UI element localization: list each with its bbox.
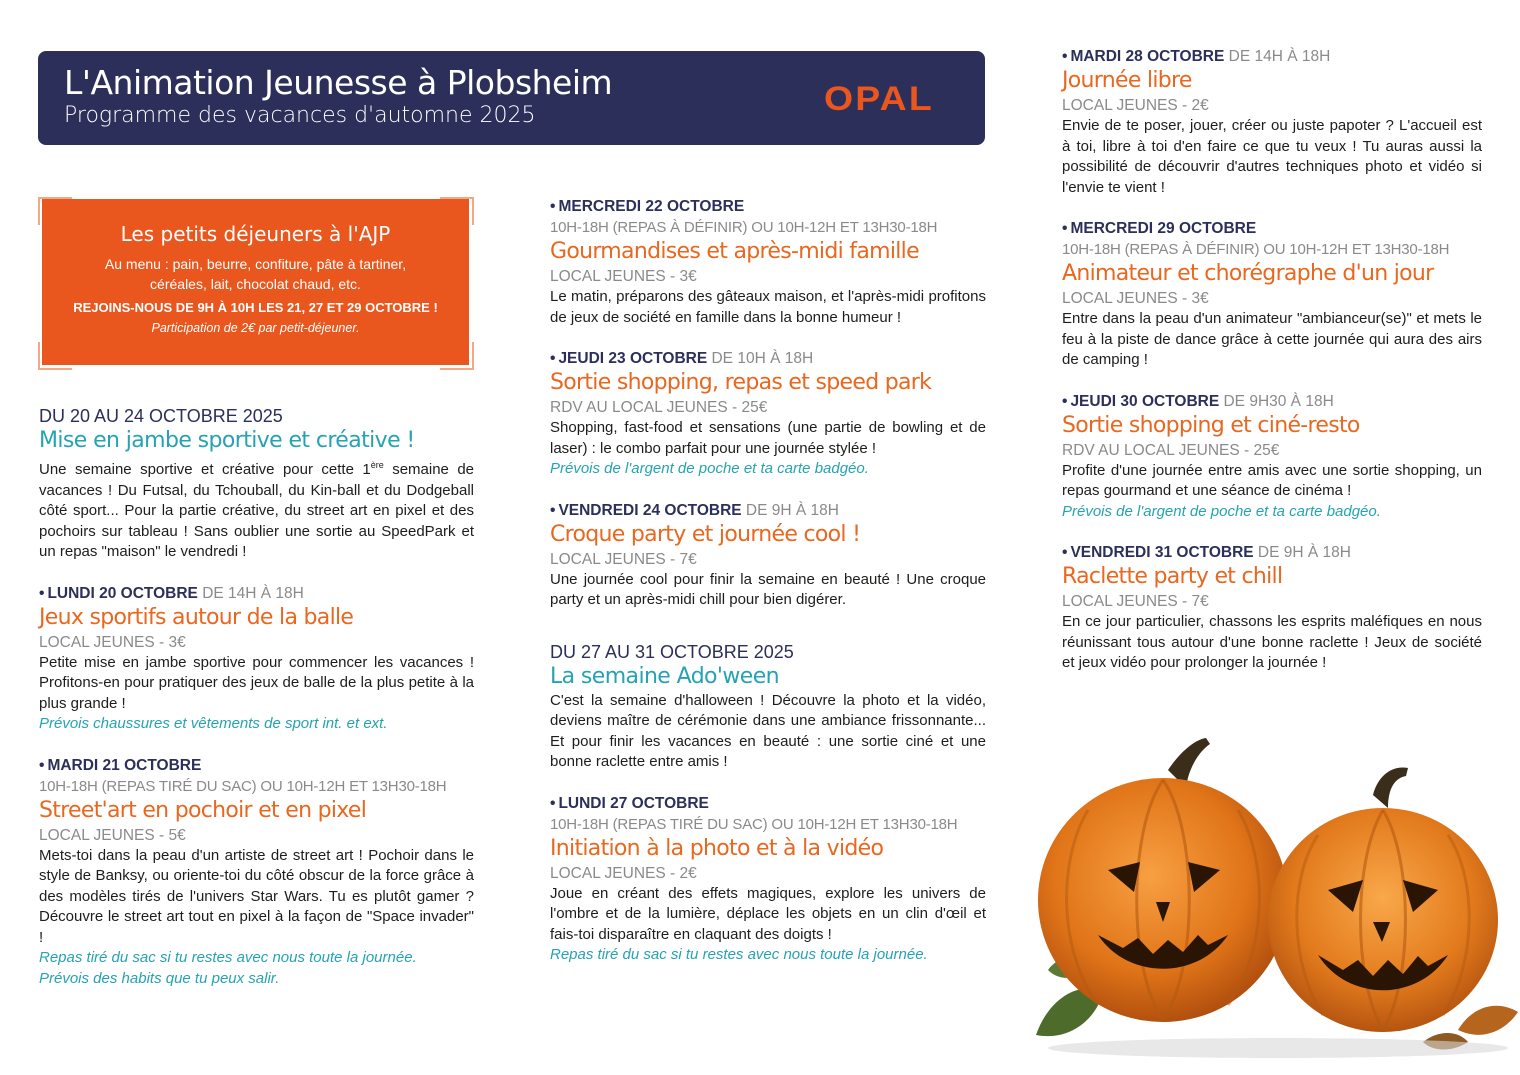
week-2-intro — [550, 641, 986, 773]
corner-decoration — [38, 342, 72, 370]
event-day: • MERCREDI 29 OCTOBRE — [1062, 220, 1257, 237]
event-note: Prévois des habits que tu peux salir. — [39, 969, 280, 987]
event-lundi-27 — [550, 793, 986, 966]
event-day: • JEUDI 23 OCTOBRE DE 10H À 18H — [550, 350, 814, 367]
event-hours: 10H-18H (REPAS À DÉFINIR) OU 10H-12H ET 13H30-18H — [550, 219, 938, 236]
event-title: Initiation à la photo et à la vidéo — [550, 835, 884, 861]
event-day: • LUNDI 20 OCTOBRE DE 14H À 18H — [39, 584, 304, 602]
event-mardi-21 — [39, 755, 474, 990]
breakfast-title: Les petits déjeuners à l'AJP — [120, 222, 391, 246]
breakfast-box — [38, 197, 474, 370]
breakfast-content — [42, 221, 469, 337]
corner-decoration — [440, 342, 474, 370]
event-lundi-20 — [39, 583, 474, 735]
event-vendredi-31 — [1062, 542, 1482, 674]
event-location: RDV AU LOCAL JEUNES - 25€ — [1062, 441, 1280, 459]
breakfast-join: REJOINS-NOUS DE 9H À 10H LES 21, 27 ET 29 OCTOBRE ! — [73, 300, 438, 315]
event-description: Envie de te poser, jouer, créer ou juste papoter ? L'accueil est à toi, libre à toi d'en faire ce que tu veux ! Tu auras aussi la possibilité de découvrir d'autres techniques photo et vidéo si l'envie te vient ! — [1062, 117, 1482, 196]
event-title: Sortie shopping, repas et speed park — [550, 370, 932, 395]
event-description: Profite d'une journée entre amis avec une sortie shopping, un repas gourmand et une séance de cinéma ! — [1062, 461, 1482, 499]
event-title: Street'art en pochoir et en pixel — [39, 797, 367, 823]
event-description: En ce jour particulier, chassons les esprits maléfiques en nous réunissant tous autour d'une bonne raclette ! Jeux de société et jeux vidéo pour prolonger la journée ! — [1062, 613, 1482, 671]
week-description: C'est la semaine d'halloween ! Découvre la photo et la vidéo, deviens maître de cérémonie dans une ambiance frissonnante... Et pour finir les vacances en beauté : une sortie ciné et une bonne raclette entre amis ! — [550, 691, 986, 770]
pumpkins-illustration — [1028, 730, 1520, 1060]
event-note: Prévois chaussures et vêtements de sport int. et ext. — [39, 715, 388, 732]
header-banner — [38, 51, 985, 145]
column-3 — [1062, 46, 1482, 694]
event-title: Croque party et journée cool ! — [550, 521, 861, 547]
event-hours: 10H-18H (REPAS TIRÉ DU SAC) OU 10H-12H ET 13H30-18H — [39, 777, 447, 795]
event-location: RDV AU LOCAL JEUNES - 25€ — [550, 399, 768, 416]
event-description: Le matin, préparons des gâteaux maison, et l'après-midi profitons de jeux de société en famille dans la bonne humeur ! — [550, 288, 986, 326]
event-note: Repas tiré du sac si tu restes avec nous toute la journée. — [550, 946, 928, 963]
event-location: LOCAL JEUNES - 3€ — [1062, 290, 1209, 307]
event-mardi-28 — [1062, 46, 1482, 198]
column-2 — [550, 196, 986, 986]
event-title: Animateur et chorégraphe d'un jour — [1062, 261, 1434, 286]
event-day: • VENDREDI 24 OCTOBRE DE 9H À 18H — [550, 501, 839, 519]
pumpkin-left — [1038, 738, 1288, 1022]
week-date: DU 27 AU 31 OCTOBRE 2025 — [550, 641, 794, 662]
event-title: Sortie shopping et ciné-resto — [1062, 412, 1360, 438]
event-hours: 10H-18H (REPAS À DÉFINIR) OU 10H-12H ET 13H30-18H — [1062, 241, 1450, 258]
page-title: L'Animation Jeunesse à Plobsheim — [64, 63, 613, 102]
week-title: Mise en jambe sportive et créative ! — [39, 428, 415, 453]
page-subtitle: Programme des vacances d'automne 2025 — [64, 103, 536, 128]
event-location: LOCAL JEUNES - 7€ — [550, 550, 697, 568]
event-note: Repas tiré du sac si tu restes avec nous toute la journée. — [39, 949, 417, 966]
week-description: Une semaine sportive et créative pour cette 1ère semaine de vacances ! Du Futsal, du Tchouball, du Kin-ball et du Dodgeball côté sport... Pour la partie créative, du street art en pixel et des pochoirs sur tableau ! Sans oublier une sortie au SpeedPark et un repas "maison" le vendredi ! — [39, 460, 475, 560]
event-location: LOCAL JEUNES - 7€ — [1062, 593, 1209, 610]
event-description: Shopping, fast-food et sensations (une partie de bowling et de laser) : le combo parfait pour une journée stylée ! — [550, 419, 986, 457]
event-description: Une journée cool pour finir la semaine en beauté ! Une croque party et un après-midi chill pour bien digérer. — [550, 570, 986, 608]
event-day: • MERCREDI 22 OCTOBRE — [550, 198, 745, 215]
event-vendredi-24 — [550, 500, 986, 611]
column-1 — [39, 405, 474, 1009]
opal-logo: OPAL — [824, 80, 934, 118]
breakfast-menu-line2: céréales, lait, chocolat chaud, etc. — [150, 276, 361, 292]
event-mercredi-29 — [1062, 218, 1482, 371]
week-1-intro — [39, 405, 474, 563]
event-day: • MARDI 21 OCTOBRE — [39, 756, 202, 774]
event-title: Raclette party et chill — [1062, 564, 1283, 589]
event-day: • VENDREDI 31 OCTOBRE DE 9H À 18H — [1062, 544, 1351, 561]
event-day: • JEUDI 30 OCTOBRE DE 9H30 À 18H — [1062, 392, 1334, 410]
breakfast-menu-line1: Au menu : pain, beurre, confiture, pâte à tartiner, — [104, 256, 407, 272]
week-date: DU 20 AU 24 OCTOBRE 2025 — [39, 406, 283, 426]
event-title: Gourmandises et après-midi famille — [550, 239, 919, 264]
week-title: La semaine Ado'ween — [550, 663, 779, 689]
event-location: LOCAL JEUNES - 3€ — [39, 633, 186, 651]
event-note: Prévois de l'argent de poche et ta carte badgéo. — [1062, 502, 1381, 520]
event-hours: 10H-18H (REPAS TIRÉ DU SAC) OU 10H-12H ET 13H30-18H — [550, 815, 958, 833]
event-jeudi-23 — [550, 348, 986, 480]
event-location: LOCAL JEUNES - 2€ — [1062, 97, 1209, 114]
event-location: LOCAL JEUNES - 5€ — [39, 826, 186, 844]
event-day: • MARDI 28 OCTOBRE DE 14H À 18H — [1062, 48, 1331, 65]
event-description: Entre dans la peau d'un animateur "ambianceur(se)" et mets le feu à la piste de dance grâce à cette journée qui aura des airs de camping ! — [1062, 310, 1482, 368]
event-title: Jeux sportifs autour de la balle — [39, 604, 354, 630]
breakfast-note: Participation de 2€ par petit-déjeuner. — [151, 321, 360, 335]
pumpkin-right — [1268, 767, 1498, 1032]
event-description: Petite mise en jambe sportive pour commencer les vacances ! Profitons-en pour pratiquer des jeux de balle de la plus petite à la plus grande ! — [39, 653, 474, 712]
event-description: Mets-toi dans la peau d'un artiste de street art ! Pochoir dans le style de Banksy, ou oriente-toi du côté obscur de la force grâce à des modèles tirés de l'univers Star Wars. Tu es plutôt gamer ? Découvre le street art tout en pixel à la façon de "Space invader" ! — [39, 846, 474, 946]
event-jeudi-30 — [1062, 391, 1482, 523]
event-day: • LUNDI 27 OCTOBRE — [550, 794, 709, 812]
event-mercredi-22 — [550, 196, 986, 328]
event-description: Joue en créant des effets magiques, explore les univers de l'ombre et de la lumière, déplace les objets en un clin d'œil et fais-toi disparaître en claquant des doigts ! — [550, 884, 986, 943]
event-title: Journée libre — [1062, 68, 1192, 93]
event-note: Prévois de l'argent de poche et ta carte badgéo. — [550, 460, 869, 477]
event-location: LOCAL JEUNES - 3€ — [550, 268, 697, 285]
event-location: LOCAL JEUNES - 2€ — [550, 864, 697, 882]
